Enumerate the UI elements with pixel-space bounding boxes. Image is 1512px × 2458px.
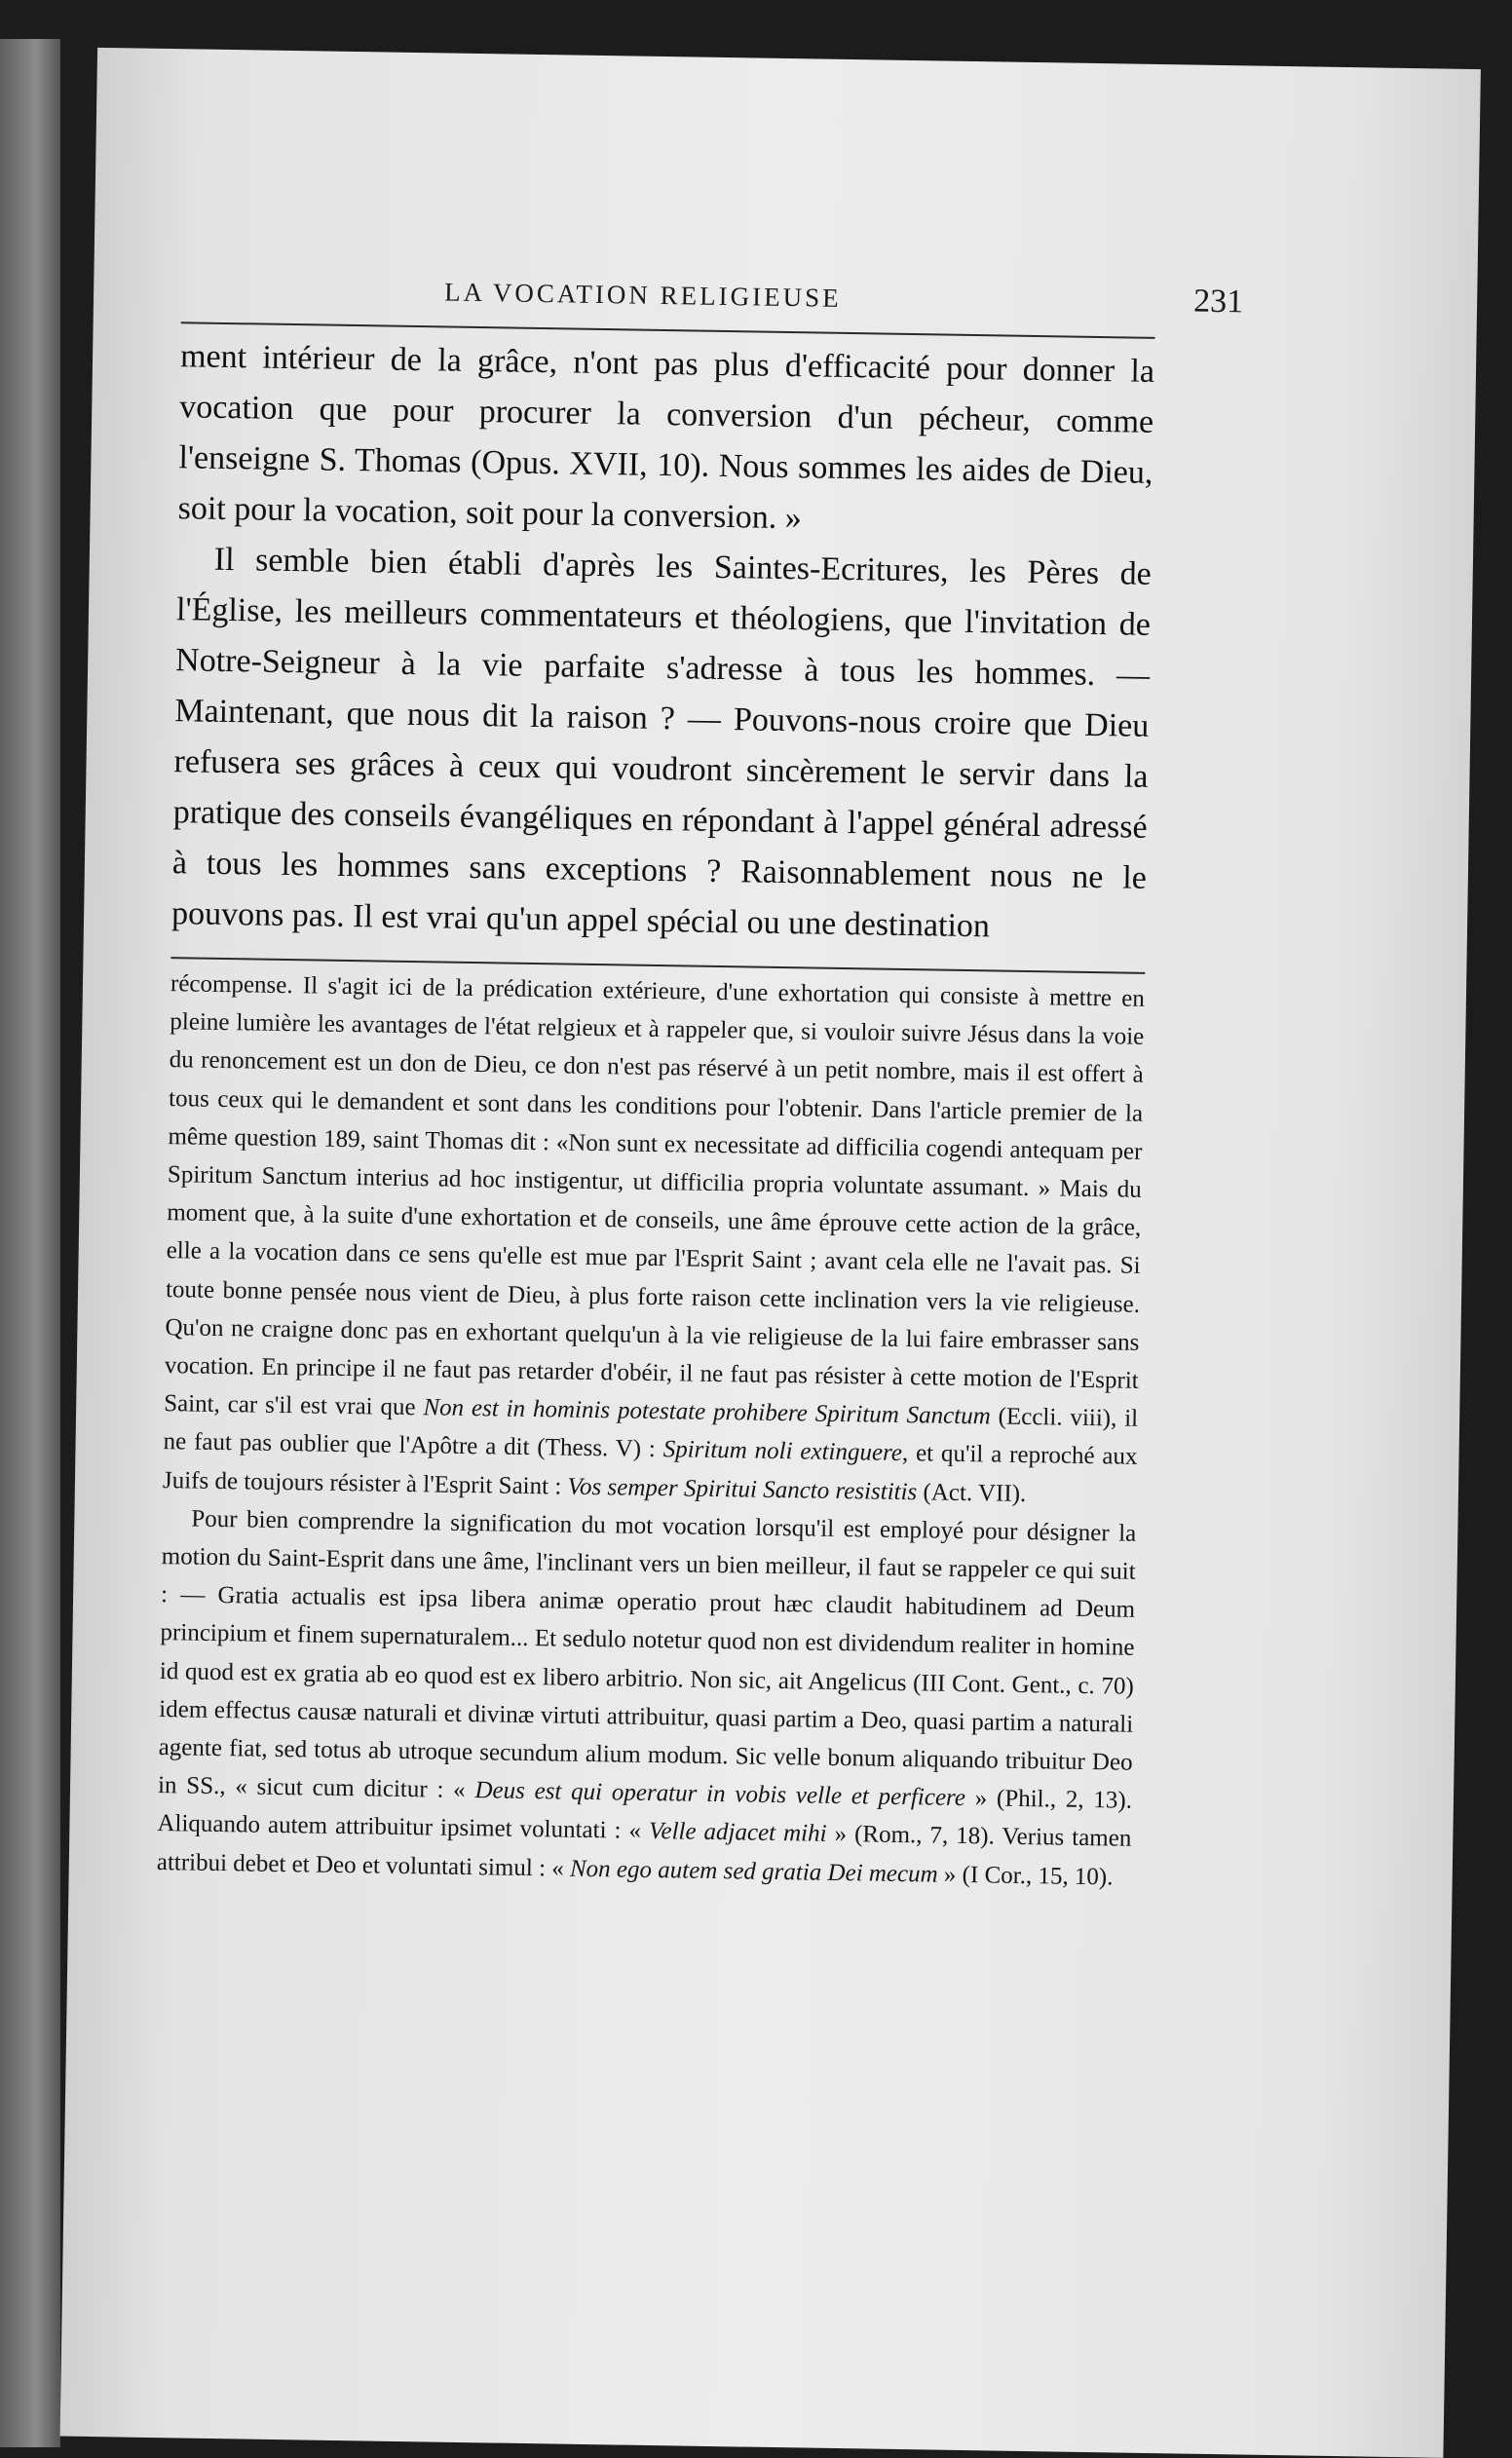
footnote-text: , et qu'il a reproché aux Juifs de toujours résister à l'Esprit Saint :	[162, 1440, 1138, 1500]
footnote-text: récompense. Il s'agit ici de la prédication extérieure, d'une exhortation qui consiste à mettre en pleine lumière les avantages de l'état relgieux et à rappeler que, si vouloir suivre Jésus dans la voie du renoncement est un don de Dieu, ce don n'est pas réservé à un petit nombre, mais il est offert à tous ceux qui le demandent et sont dans les conditions pour l'obtenir. Dans l'article premier de la même question 189, saint Thomas dit : «Non sunt ex necessitate ad difficilia cogendi antequam per Spiritum Sanctum interius ad hoc instigentur, ut difficilia propria voluntate assumant. » Mais du moment que, à la suite d'une exhortation et de conseils, une âme éprouve cette action de la grâce, elle a la vocation dans ce sens qu'elle est mue par l'Esprit Saint ; avant cela elle ne l'avait pas. Si toute bonne pensée nous vient de Dieu, à plus forte raison cette inclination vers la vie religieuse. Qu'on ne craigne donc pas en exhortant quelqu'un à la vie religieuse de la lui faire embrasser sans vocation. En principe il ne faut pas retarder d'obéir, il ne faut pas résister à cette motion de l'Esprit Saint, car s'il est vrai que	[164, 970, 1146, 1421]
footnote-latin-quote: Vos semper Spiritui Sancto resistitis	[567, 1473, 918, 1505]
footnote-latin-quote: Deus est qui operatur in vobis velle et perficere	[474, 1777, 966, 1812]
main-paragraph-2: Il semble bien établi d'après les Saintes-Ecritures, les Pères de l'Église, les meilleurs commentateurs et théologiens, que l'invitation de Notre-Seigneur à la vie parfaite s'adresse à tous les hommes. — Maintenant, que nous dit la raison ? — Pouvons-nous croire que Dieu refusera ses grâces à ceux qui voudront sincèrement le servir dans la pratique des conseils évangéliques en répondant à l'appel général adressé à tous les hommes sans exceptions ? Raisonnablement nous ne le pouvons pas. Il est vrai qu'un appel spécial ou une destination	[170, 541, 1153, 945]
footnote-latin-quote: Spiritum noli extinguere	[662, 1436, 903, 1467]
footnote-latin-quote: Velle adjacet mihi	[648, 1818, 827, 1848]
footnote-block	[157, 964, 1146, 1896]
footnote-text: » (Rom., 7, 18). Verius tamen attribui debet et Deo et voluntati simul : «	[156, 1821, 1132, 1882]
footnote-text: Pour bien comprendre la signification du mot vocation lorsqu'il est employé pour désigner la motion du Saint-Esprit dans une âme, l'inclinant vers un bien meilleur, il faut se rappeler ce qui suit : — Gratia actualis est ipsa libera animæ operatio prout hæc claudit habitudinem ad Deum principium et finem supernaturalem... Et sedulo notetur quod non est dividendum realiter in homine id quod est ex gratia ab eo quod est ex libero arbitrio. Non sic, ait Angelicus (III Cont. Gent., c. 70) idem effectus causæ naturali et divinæ virtuti attribuitur, quasi partim a Deo, quasi partim a naturali agente fiat, sed totus ab utroque secundum alium modum. Sic velle bonum aliquando tribuitur Deo in SS., « sicut cum dicitur : «	[157, 1505, 1137, 1804]
footnote-text: (Eccli. viii), il ne faut pas oublier que l'Apôtre a dit (Thess. V) :	[163, 1403, 1139, 1463]
adjacent-page-edge	[0, 39, 60, 2447]
main-text	[171, 331, 1155, 955]
footnote-latin-quote: Non est in hominis potestate prohibere Spiritum Sanctum	[423, 1394, 991, 1430]
footnote-paragraph-2	[157, 1499, 1137, 1897]
footnote-text: » (I Cor., 15, 10).	[937, 1861, 1114, 1891]
page-number: 231	[1192, 283, 1244, 321]
main-paragraph-1: ment intérieur de la grâce, n'ont pas plus d'efficacité pour donner la vocation que pour procurer la conversion d'un pécheur, comme l'enseigne S. Thomas (Opus. XVII, 10). Nous sommes les aides de Dieu, soit pour la vocation, soit pour la conversion. »	[177, 338, 1155, 537]
footnote-latin-quote: Non ego autem sed gratia Dei mecum	[569, 1855, 938, 1888]
running-head-title: LA VOCATION RELIGIEUSE	[443, 277, 842, 313]
book-page	[60, 48, 1481, 2458]
footnote-paragraph-1	[163, 964, 1145, 1514]
footnote-text: (Act. VII).	[917, 1478, 1027, 1507]
footnote-text: » (Phil., 2, 13). Aliquando autem attribuitur ipsimet voluntati : «	[157, 1785, 1133, 1845]
